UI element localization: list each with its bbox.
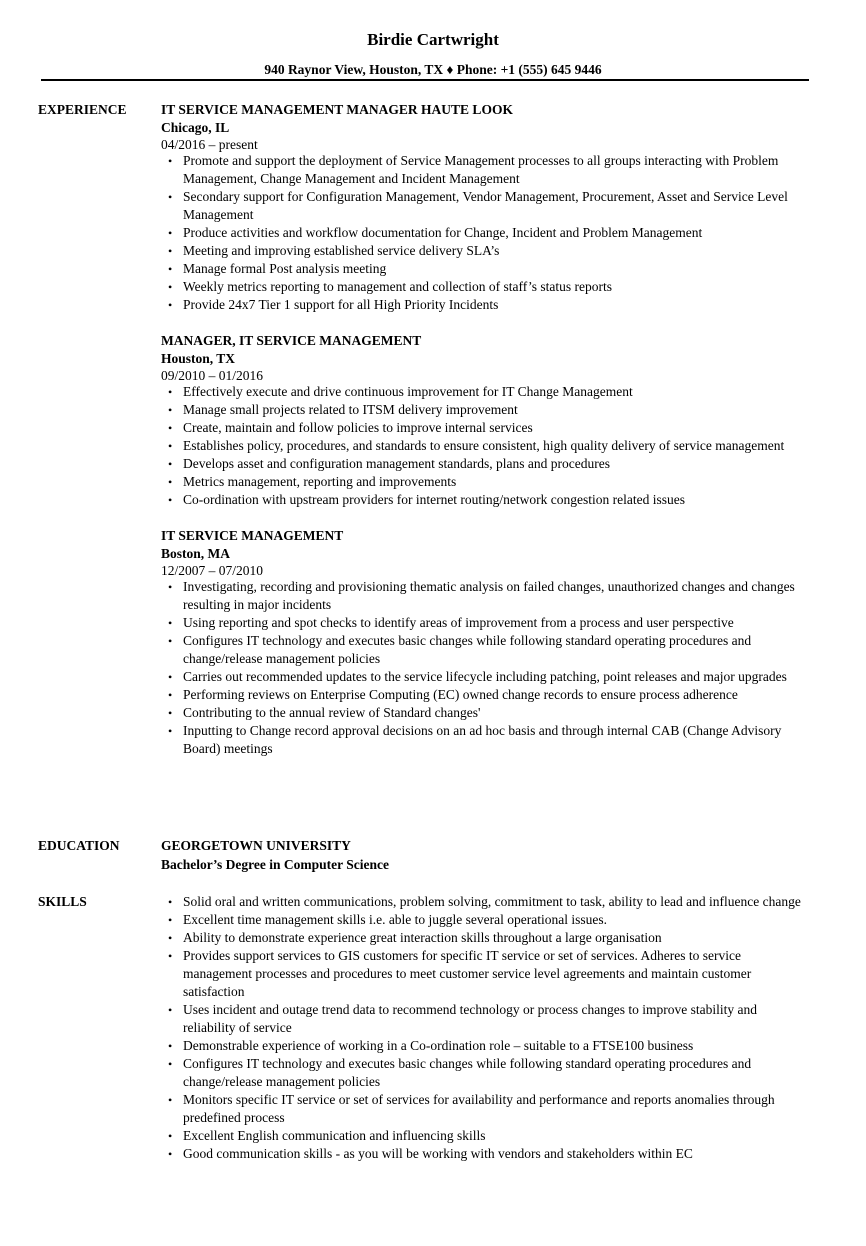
list-item: • Weekly metrics reporting to management and collection of staff’s status reports [161, 278, 811, 296]
skills-bullets [161, 893, 811, 1163]
list-item: • Solid oral and written communications, problem solving, commitment to task, ability to lead and influence change [161, 893, 811, 911]
contact-line: 940 Raynor View, Houston, TX ♦ Phone: +1 (555) 645 9446 [264, 62, 602, 77]
list-item: • Effectively execute and drive continuous improvement for IT Change Management [161, 383, 811, 401]
job-location: Houston, TX [161, 351, 236, 366]
school-name: GEORGETOWN UNIVERSITY [161, 838, 351, 853]
job-location: Chicago, IL [161, 120, 230, 135]
list-item: • Produce activities and workflow documentation for Change, Incident and Problem Management [161, 224, 811, 242]
list-item: • Excellent English communication and influencing skills [161, 1127, 811, 1145]
job-entry [161, 332, 811, 509]
job-title: IT SERVICE MANAGEMENT MANAGER HAUTE LOOK [161, 102, 513, 117]
list-item: • Demonstrable experience of working in a Co-ordination role – suitable to a FTSE100 business [161, 1037, 811, 1055]
list-item: • Good communication skills - as you will be working with vendors and stakeholders within EC [161, 1145, 811, 1163]
list-item: • Performing reviews on Enterprise Computing (EC) owned change records to ensure process adherence [161, 686, 811, 704]
list-item: • Co-ordination with upstream providers for internet routing/network congestion related issues [161, 491, 811, 509]
list-item: • Manage formal Post analysis meeting [161, 260, 811, 278]
list-item: • Secondary support for Configuration Management, Vendor Management, Procurement, Asset and Service Level Management [161, 188, 811, 224]
list-item: • Excellent time management skills i.e. able to juggle several operational issues. [161, 911, 811, 929]
list-item: • Create, maintain and follow policies to improve internal services [161, 419, 811, 437]
job-bullets [161, 383, 811, 509]
job-bullets [161, 152, 811, 314]
education-heading: EDUCATION [38, 838, 120, 853]
job-bullets [161, 578, 811, 758]
list-item: • Contributing to the annual review of Standard changes' [161, 704, 811, 722]
list-item: • Ability to demonstrate experience great interaction skills throughout a large organisation [161, 929, 811, 947]
experience-heading: EXPERIENCE [38, 102, 127, 117]
list-item: • Manage small projects related to ITSM delivery improvement [161, 401, 811, 419]
list-item: • Uses incident and outage trend data to recommend technology or process changes to improve stability and reliability of service [161, 1001, 811, 1037]
header-divider [41, 79, 809, 81]
job-title: IT SERVICE MANAGEMENT [161, 528, 344, 543]
job-entry [161, 101, 811, 314]
job-title: MANAGER, IT SERVICE MANAGEMENT [161, 333, 422, 348]
list-item: • Provides support services to GIS customers for specific IT service or set of services. Adheres to service management processes and procedures to meet customer service level agreements and maintain customer satisfaction [161, 947, 811, 1001]
skills-heading: SKILLS [38, 894, 87, 909]
list-item: • Establishes policy, procedures, and standards to ensure consistent, high quality delivery of service management [161, 437, 811, 455]
job-dates: 09/2010 – 01/2016 [161, 368, 264, 383]
experience-body [161, 101, 811, 776]
list-item: • Monitors specific IT service or set of services for availability and performance and reports anomalies through predefined process [161, 1091, 811, 1127]
list-item: • Using reporting and spot checks to identify areas of improvement from a process and user perspective [161, 614, 811, 632]
candidate-name: Birdie Cartwright [367, 30, 499, 49]
job-dates: 12/2007 – 07/2010 [161, 563, 264, 578]
job-entry [161, 527, 811, 758]
list-item: • Inputting to Change record approval decisions on an ad hoc basis and through internal CAB (Change Advisory Board) meetings [161, 722, 811, 758]
list-item: • Develops asset and configuration management standards, plans and procedures [161, 455, 811, 473]
list-item: • Meeting and improving established service delivery SLA’s [161, 242, 811, 260]
list-item: • Provide 24x7 Tier 1 support for all High Priority Incidents [161, 296, 811, 314]
list-item: • Metrics management, reporting and improvements [161, 473, 811, 491]
skills-body [161, 893, 811, 1163]
education-body [161, 837, 811, 875]
list-item: • Promote and support the deployment of Service Management processes to all groups interacting with Problem Management, Change Management and Incident Management [161, 152, 811, 188]
list-item: • Configures IT technology and executes basic changes while following standard operating procedures and change/release management policies [161, 1055, 811, 1091]
job-dates: 04/2016 – present [161, 137, 258, 152]
degree: Bachelor’s Degree in Computer Science [161, 857, 389, 872]
list-item: • Investigating, recording and provisioning thematic analysis on failed changes, unauthorized changes and changes resulting in major incidents [161, 578, 811, 614]
list-item: • Configures IT technology and executes basic changes while following standard operating procedures and change/release management policies [161, 632, 811, 668]
job-location: Boston, MA [161, 546, 231, 561]
list-item: • Carries out recommended updates to the service lifecycle including patching, point releases and major upgrades [161, 668, 811, 686]
